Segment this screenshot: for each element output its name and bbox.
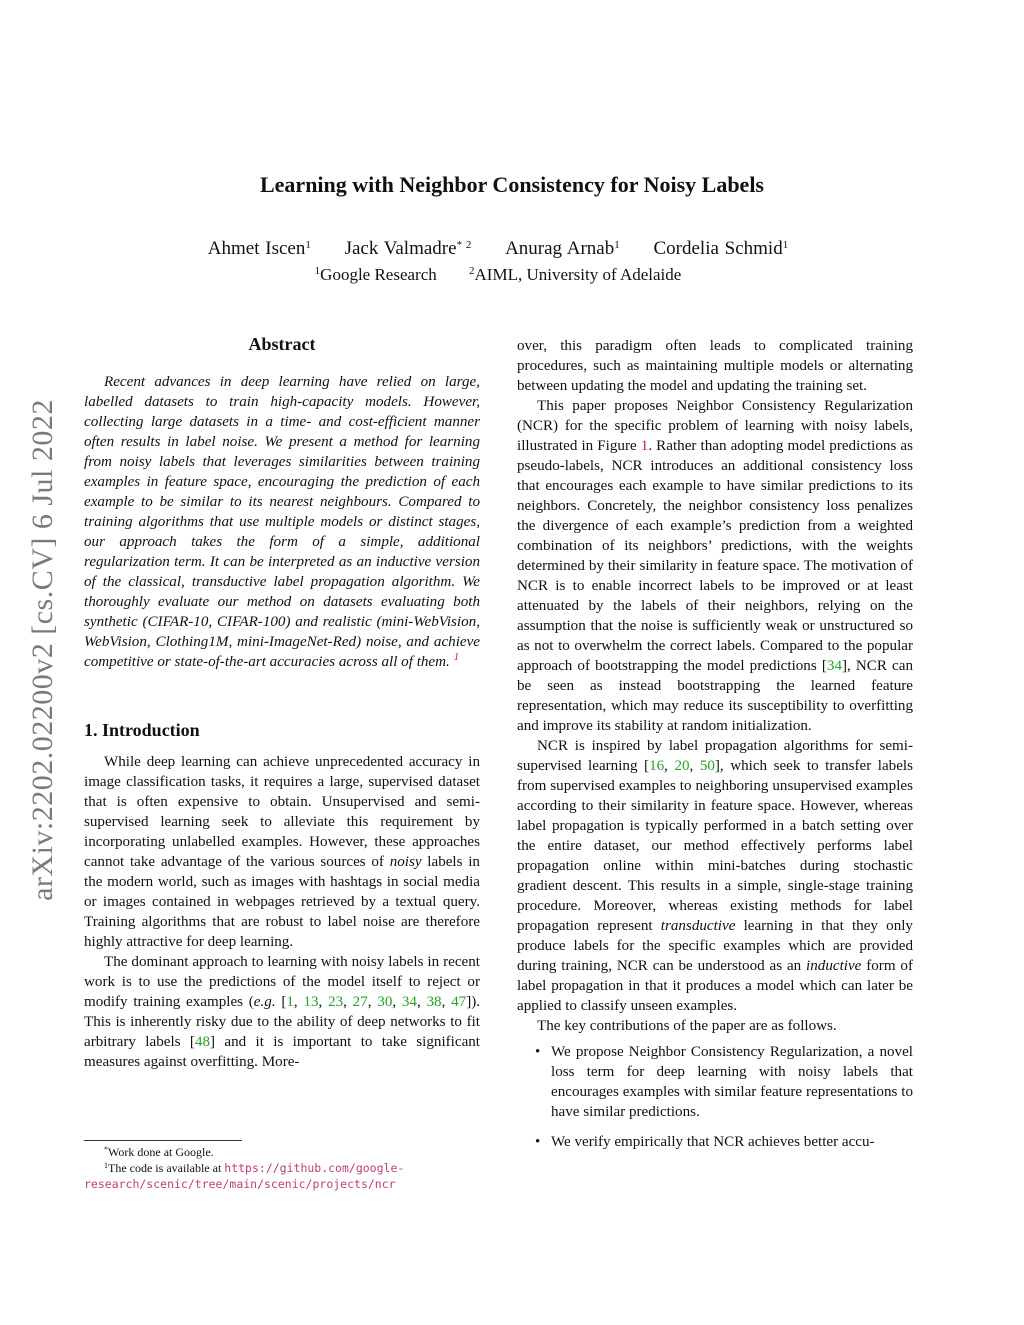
body-paragraph: NCR is inspired by label propagation algorithms for semi-supervised learning [16, 20, 50], which seek to transfer labels from supervised examples to neighboring unsupervised examples according to their similarity in feature space. However, whereas label propagation is typically performed in a batch setting over the entire dataset, our method effectively performs label propagation online within mini-batches during stochastic gradient descent. This results in a simple, single-stage training procedure. Moreover, whereas existing methods for label propagation represent transductive learning in that they only produce labels for the specific examples which are provided during training, NCR can be understood as an inductive form of label propagation in that it produces a model which can later be applied to classify unseen examples. bbox=[517, 738, 913, 1014]
author: Cordelia Schmid$^1$ bbox=[653, 238, 789, 259]
intro-paragraph: The dominant approach to learning with noisy labels in recent work is to use the predictions of the model itself to reject or modify training examples (e.g. [1, 13, 23, 27, 30, 34, 38, 47]). This is inherently risky due to the ability of deep networks to fit arbitrary labels [48] and it is important to take significant measures against overfitting. More- bbox=[84, 954, 481, 1070]
arxiv-sidebar bbox=[18, 370, 68, 930]
citation-link[interactable]: 34 bbox=[826, 658, 842, 674]
section-heading-introduction: 1. Introduction bbox=[84, 720, 200, 740]
citation-link[interactable]: 27 bbox=[352, 994, 368, 1010]
citation-link[interactable]: 34 bbox=[401, 994, 417, 1010]
footnotes bbox=[84, 1144, 484, 1192]
citation-link[interactable]: 23 bbox=[328, 994, 344, 1010]
body-paragraph: The key contributions of the paper are as follows. bbox=[537, 1018, 837, 1034]
affiliation: $^2$AIML, University of Adelaide bbox=[469, 265, 682, 284]
left-column bbox=[84, 332, 480, 1072]
abstract-body bbox=[84, 372, 480, 672]
arxiv-identifier: arXiv:2202.02200v2 [cs.CV] 6 Jul 2022 bbox=[26, 399, 59, 901]
intro-paragraph: While deep learning can achieve unprecedented accuracy in image classification tasks, it requires a large, supervised dataset that is often expensive to obtain. Unsupervised and semi-supervised learning seek to alleviate this requirement by incorporating unlabelled examples. However, these approaches cannot take advantage of the various sources of noisy labels in the modern world, such as images with hashtags in social media or images contained in webpages retrieved by a textual query. Training algorithms that are robust to label noise are therefore highly attractive for deep learning. bbox=[84, 754, 480, 950]
bullet-icon: • bbox=[535, 1044, 541, 1060]
paper-title: Learning with Neighbor Consistency for Noisy Labels bbox=[259, 172, 764, 197]
citation-link[interactable]: 50 bbox=[699, 758, 715, 774]
footnote: *Work done at Google. bbox=[104, 1145, 214, 1159]
citation-link[interactable]: 1 bbox=[286, 994, 294, 1010]
footnote-divider bbox=[84, 1140, 242, 1141]
list-item: • We verify empirically that NCR achieves better accu- bbox=[535, 1134, 875, 1150]
affiliation: $^1$Google Research bbox=[314, 265, 437, 284]
citation-link[interactable]: 48 bbox=[194, 1034, 210, 1050]
author-list bbox=[0, 238, 996, 260]
body-paragraph: This paper proposes Neighbor Consistency Regularization (NCR) for the specific problem of learning with noisy labels, illustrated in Figure 1. Rather than adopting model predictions as pseudo-labels, NCR introduces an additional consistency loss that encourages each example to have similar predictions to its neighbors. Concretely, the neighbor consistency loss penalizes the divergence of each example’s prediction from a weighted combination of its neighbors’ predictions, with the weights determined by their similarity in feature space. The motivation of NCR is to enable incorrect labels to be improved or at least attenuated by the labels of their neighbors, relying on the assumption that the noise is sufficiently weak or unstructured so as not to overwhelm the correct labels. Compared to the popular approach of bootstrapping the model predictions [34], NCR can be seen as instead bootstrapping the learned feature representation, which may reduce its susceptibility to overfitting and improve its stability at random initialization. bbox=[517, 398, 914, 734]
right-column bbox=[517, 336, 913, 1162]
affiliation-list bbox=[0, 265, 996, 285]
citation-link[interactable]: 20 bbox=[674, 758, 690, 774]
author: Anurag Arnab$^1$ bbox=[505, 238, 620, 259]
abstract-heading: Abstract bbox=[248, 334, 316, 354]
citation-link[interactable]: 38 bbox=[426, 994, 442, 1010]
contribution-list bbox=[517, 1042, 913, 1152]
author: Jack Valmadre$^{* 2}$ bbox=[344, 238, 472, 259]
list-item: • We propose Neighbor Consistency Regularization, a novel loss term for deep learning with noisy labels that encourages examples with similar feature representations to have similar predictions. bbox=[535, 1044, 913, 1120]
bullet-icon: • bbox=[535, 1134, 541, 1150]
body-paragraph: over, this paradigm often leads to complicated training procedures, such as maintaining multiple models or alternating between updating the model and updating the training set. bbox=[517, 338, 913, 394]
code-url-link[interactable]: https://github.com/google-research/scenic/tree/main/scenic/projects/ncr bbox=[84, 1161, 405, 1191]
citation-link[interactable]: 13 bbox=[303, 994, 319, 1010]
citation-link[interactable]: 16 bbox=[649, 758, 665, 774]
author: Ahmet Iscen$^1$ bbox=[207, 238, 311, 259]
footnote: $^1$The code is available at https://github.com/google-research/scenic/tree/main/scenic/projects/ncr bbox=[84, 1161, 405, 1191]
abstract-paragraph: Recent advances in deep learning have relied on large, labelled datasets to train high-capacity models. However, collecting large datasets in a time- and cost-efficient manner often results in label noise. We present a method for learning from noisy labels that leverages similarities between training examples in feature space, encouraging the prediction of each example to be similar to its nearest neighbours. Compared to training algorithms that use multiple models or distinct stages, our approach takes the form of a simple, additional regularization term. It can be interpreted as an inductive version of the classical, transductive label propagation algorithm. We thoroughly evaluate our method on datasets evaluating both synthetic (CIFAR-10, CIFAR-100) and realistic (mini-WebVision, WebVision, Clothing1M, mini-ImageNet-Red) noise, and achieve competitive or state-of-the-art accuracies across all of them. $^1$ bbox=[84, 374, 480, 670]
citation-link[interactable]: 30 bbox=[377, 994, 393, 1010]
citation-link[interactable]: 47 bbox=[451, 994, 467, 1010]
figure-link[interactable]: 1 bbox=[640, 438, 649, 454]
footnote-link[interactable]: 1 bbox=[453, 651, 460, 663]
